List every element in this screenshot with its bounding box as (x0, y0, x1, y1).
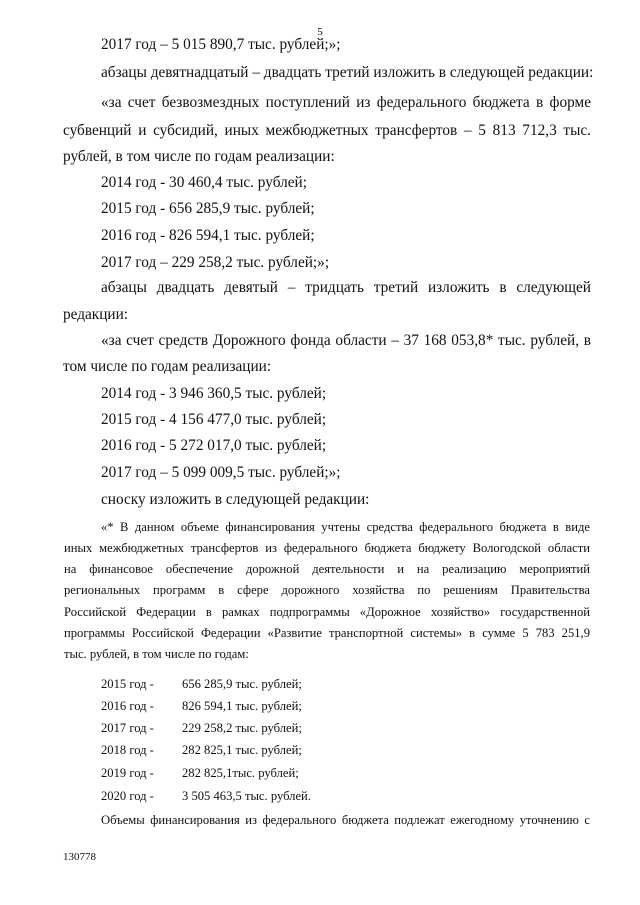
footnote-year: 2018 год - (101, 743, 154, 757)
footnote-amount: 282 825,1тыс. рублей; (182, 766, 299, 780)
text-line: 2015 год - 4 156 477,0 тыс. рублей; (101, 411, 327, 428)
footnote-year: 2017 год - (101, 721, 154, 735)
footnote-line: региональных программ в сфере дорожного хозяйства по решениям Правительства (64, 583, 590, 597)
footnote-year: 2020 год - (101, 789, 154, 803)
document-id: 130778 (63, 851, 96, 863)
text-line: субвенций и субсидий, иных межбюджетных трансфертов – 5 813 712,3 тыс. (63, 122, 591, 139)
footnote-line: программы Российской Федерации «Развитие транспортной системы» в сумме 5 783 251,9 (64, 626, 590, 640)
footnote-year: 2015 год - (101, 677, 154, 691)
text-line: рублей, в том числе по годам реализации: (63, 148, 335, 165)
text-line: 2014 год - 30 460,4 тыс. рублей; (101, 174, 307, 191)
text-line: 2014 год - 3 946 360,5 тыс. рублей; (101, 385, 327, 402)
footnote-closing: Объемы финансирования из федерального бюджета подлежат ежегодному уточнению с (101, 813, 590, 827)
text-line: 2017 год – 5 015 890,7 тыс. рублей;»; (101, 36, 341, 53)
footnote-line: Российской Федерации в рамках подпрограммы «Дорожное хозяйство» государственной (64, 605, 590, 619)
text-line: 2015 год - 656 285,9 тыс. рублей; (101, 200, 315, 217)
text-line: абзацы двадцать девятый – тридцать третий изложить в следующей (101, 279, 591, 296)
footnote-year: 2016 год - (101, 699, 154, 713)
footnote-amount: 3 505 463,5 тыс. рублей. (182, 789, 311, 803)
page-number: 5 (317, 26, 323, 38)
footnote-line: «* В данном объеме финансирования учтены средства федерального бюджета в виде (101, 520, 590, 534)
footnote-line: иных межбюджетных трансфертов из федерального бюджета бюджету Вологодской области (64, 541, 590, 555)
text-line: 2017 год – 229 258,2 тыс. рублей;»; (101, 254, 330, 271)
text-line: сноску изложить в следующей редакции: (101, 491, 370, 508)
text-line: абзацы девятнадцатый – двадцать третий изложить в следующей редакции: (101, 64, 594, 81)
footnote-line: на финансовое обеспечение дорожной деятельности и на реализацию мероприятий (64, 562, 590, 576)
footnote-amount: 282 825,1 тыс. рублей; (182, 743, 302, 757)
footnote-amount: 656 285,9 тыс. рублей; (182, 677, 302, 691)
footnote-year: 2019 год - (101, 766, 154, 780)
text-line: 2016 год - 826 594,1 тыс. рублей; (101, 227, 315, 244)
footnote-line: тыс. рублей, в том числе по годам: (64, 647, 249, 661)
text-line: редакции: (63, 306, 129, 323)
text-line: том числе по годам реализации: (63, 358, 272, 375)
text-line: 2017 год – 5 099 009,5 тыс. рублей;»; (101, 464, 341, 481)
text-line: «за счет средств Дорожного фонда области – 37 168 053,8* тыс. рублей, в (101, 332, 591, 349)
footnote-amount: 229 258,2 тыс. рублей; (182, 721, 302, 735)
text-line: «за счет безвозмездных поступлений из федерального бюджета в форме (101, 94, 591, 111)
footnote-amount: 826 594,1 тыс. рублей; (182, 699, 302, 713)
text-line: 2016 год - 5 272 017,0 тыс. рублей; (101, 437, 327, 454)
